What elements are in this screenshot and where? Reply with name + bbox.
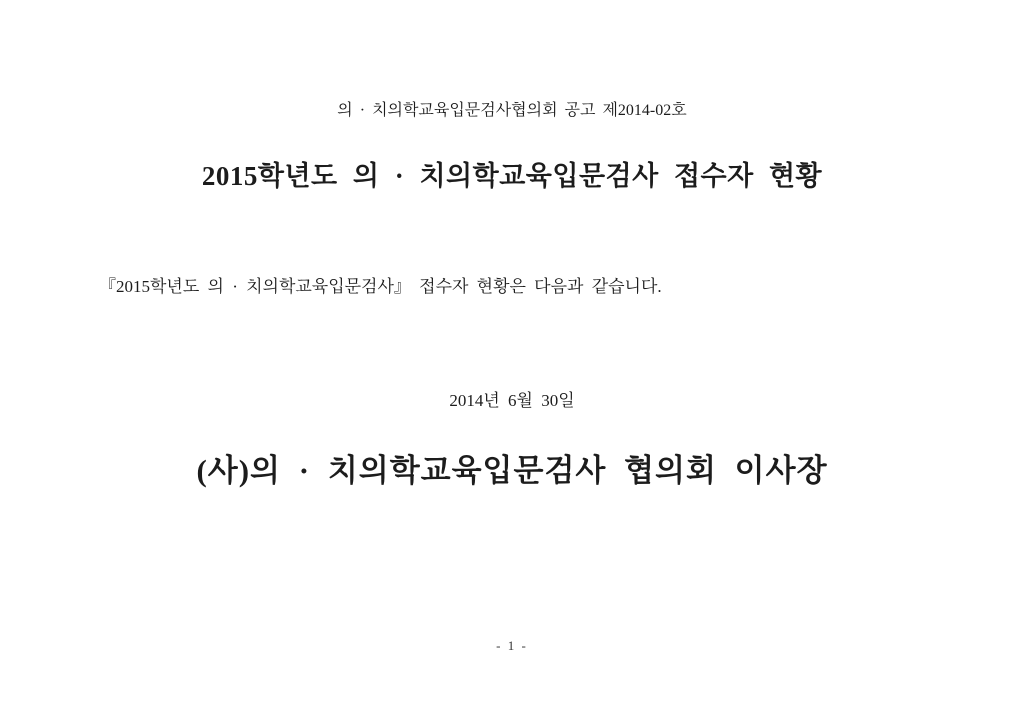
document-title: 2015학년도 의 · 치의학교육입문검사 접수자 현황 [201,161,823,191]
body-text: 『2015학년도 의 · 치의학교육입문검사』 접수자 현황은 다음과 같습니다. [99,277,662,296]
notice-number: 의 · 치의학교육입문검사협의회 공고 제2014-02호 [337,102,687,119]
date-line: 2014년 6월 30일 [449,391,575,410]
signature-line: (사)의 · 치의학교육입문검사 협의회 이사장 [196,453,828,488]
page-number: - 1 - [496,638,528,653]
